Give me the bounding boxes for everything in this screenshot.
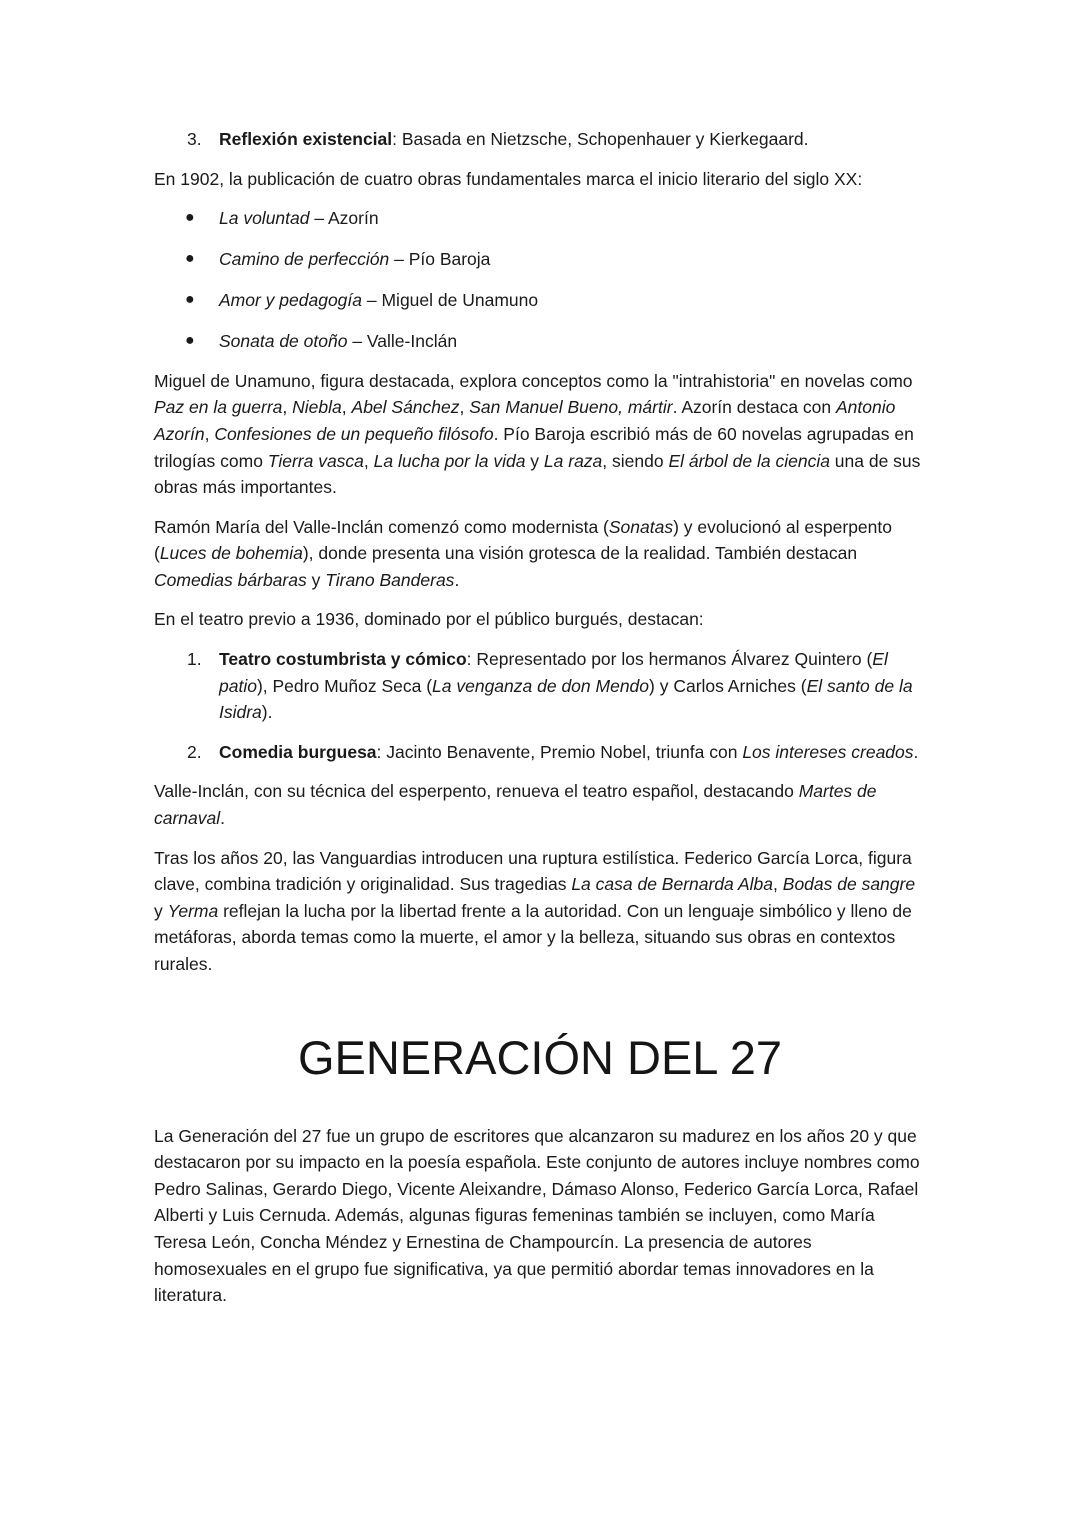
teatro-list — [154, 646, 926, 765]
list-item — [154, 287, 926, 314]
list-item: 2. Comedia burguesa: Jacinto Benavente, Premio Nobel, triunfa con Los intereses creados. — [154, 739, 926, 766]
paragraph-teatro-intro: En el teatro previo a 1936, dominado por el público burgués, destacan: — [154, 609, 704, 630]
document-body — [154, 126, 926, 1322]
bullet-icon: ● — [185, 250, 195, 268]
existential-list — [154, 126, 926, 153]
list-item — [154, 328, 926, 355]
paragraph-valle-inclan: Ramón María del Valle-Inclán comenzó como modernista (Sonatas) y evolucionó al esperpento (Luces de bohemia), donde presenta una visión grotesca de la realidad. También destacan Comedias bárbaras y Tirano Banderas. — [154, 516, 892, 590]
work-author: – Pío Baroja — [389, 249, 491, 270]
list-item: 1. Teatro costumbrista y cómico: Representado por los hermanos Álvarez Quintero (El patio), Pedro Muñoz Seca (La venganza de don Mendo) y Carlos Arniches (El santo de la Isidra). — [154, 646, 926, 726]
list-item: 3. Reflexión existencial: Basada en Nietzsche, Schopenhauer y Kierkegaard. — [154, 126, 926, 153]
section-heading: GENERACIÓN DEL 27 — [297, 1030, 783, 1084]
list-number: 3. — [187, 129, 202, 149]
list-number: 2. — [187, 741, 202, 762]
paragraph-esperpento: Valle-Inclán, con su técnica del esperpento, renueva el teatro español, destacando Martes de carnaval. — [154, 781, 877, 829]
list-term: Teatro costumbrista y cómico — [219, 649, 467, 670]
paragraph-unamuno: Miguel de Unamuno, figura destacada, explora conceptos como la "intrahistoria" en novelas como Paz en la guerra, Niebla, Abel Sánchez, San Manuel Bueno, mártir. Azorín destaca con Antonio Azorín, Confesiones de un pequeño filósofo. Pío Baroja escribió más de 60 novelas agrupadas en trilogías como Tierra vasca, La lucha por la vida y La raza, siendo El árbol de la ciencia una de sus obras más importantes. — [154, 370, 921, 498]
work-title: Amor y pedagogía — [219, 290, 363, 311]
work-title: La voluntad — [219, 208, 310, 229]
list-item — [154, 205, 926, 232]
paragraph-1902-intro: En 1902, la publicación de cuatro obras fundamentales marca el inicio literario del siglo XX: — [154, 168, 863, 189]
paragraph-lorca: Tras los años 20, las Vanguardias introducen una ruptura estilística. Federico García Lorca, figura clave, combina tradición y originalidad. Sus tragedias La casa de Bernarda Alba, Bodas de sangre y Yerma reflejan la lucha por la libertad frente a la autoridad. Con un lenguaje simbólico y lleno de metáforas, aborda temas como la muerte, el amor y la belleza, situando sus obras en contextos rurales. — [154, 847, 916, 975]
bullet-icon: ● — [185, 291, 195, 309]
bullet-icon: ● — [185, 209, 195, 227]
works-1902-list — [154, 205, 926, 355]
bullet-icon: ● — [185, 332, 195, 350]
work-author: – Valle-Inclán — [347, 331, 458, 352]
work-title: Camino de perfección — [219, 249, 390, 270]
work-author: – Miguel de Unamuno — [362, 290, 539, 311]
work-title: Sonata de otoño — [219, 331, 348, 352]
work-author: – Azorín — [309, 208, 379, 229]
list-number: 1. — [187, 649, 202, 670]
list-term: Comedia burguesa — [219, 741, 377, 762]
paragraph-generacion-27: La Generación del 27 fue un grupo de escritores que alcanzaron su madurez en los años 20 y que destacaron por su impacto en la poesía española. Este conjunto de autores incluye nombres como Pedro Salinas, Gerardo Diego, Vicente Aleixandre, Dámaso Alonso, Federico García Lorca, Rafael Alberti y Luis Cernuda. Además, algunas figuras femeninas también se incluyen, como María Teresa León, Concha Méndez y Ernestina de Champourcín. La presencia de autores homosexuales en el grupo fue significativa, ya que permitió abordar temas innovadores en la literatura. — [154, 1125, 920, 1306]
list-item — [154, 246, 926, 273]
list-term: Reflexión existencial — [219, 129, 393, 149]
